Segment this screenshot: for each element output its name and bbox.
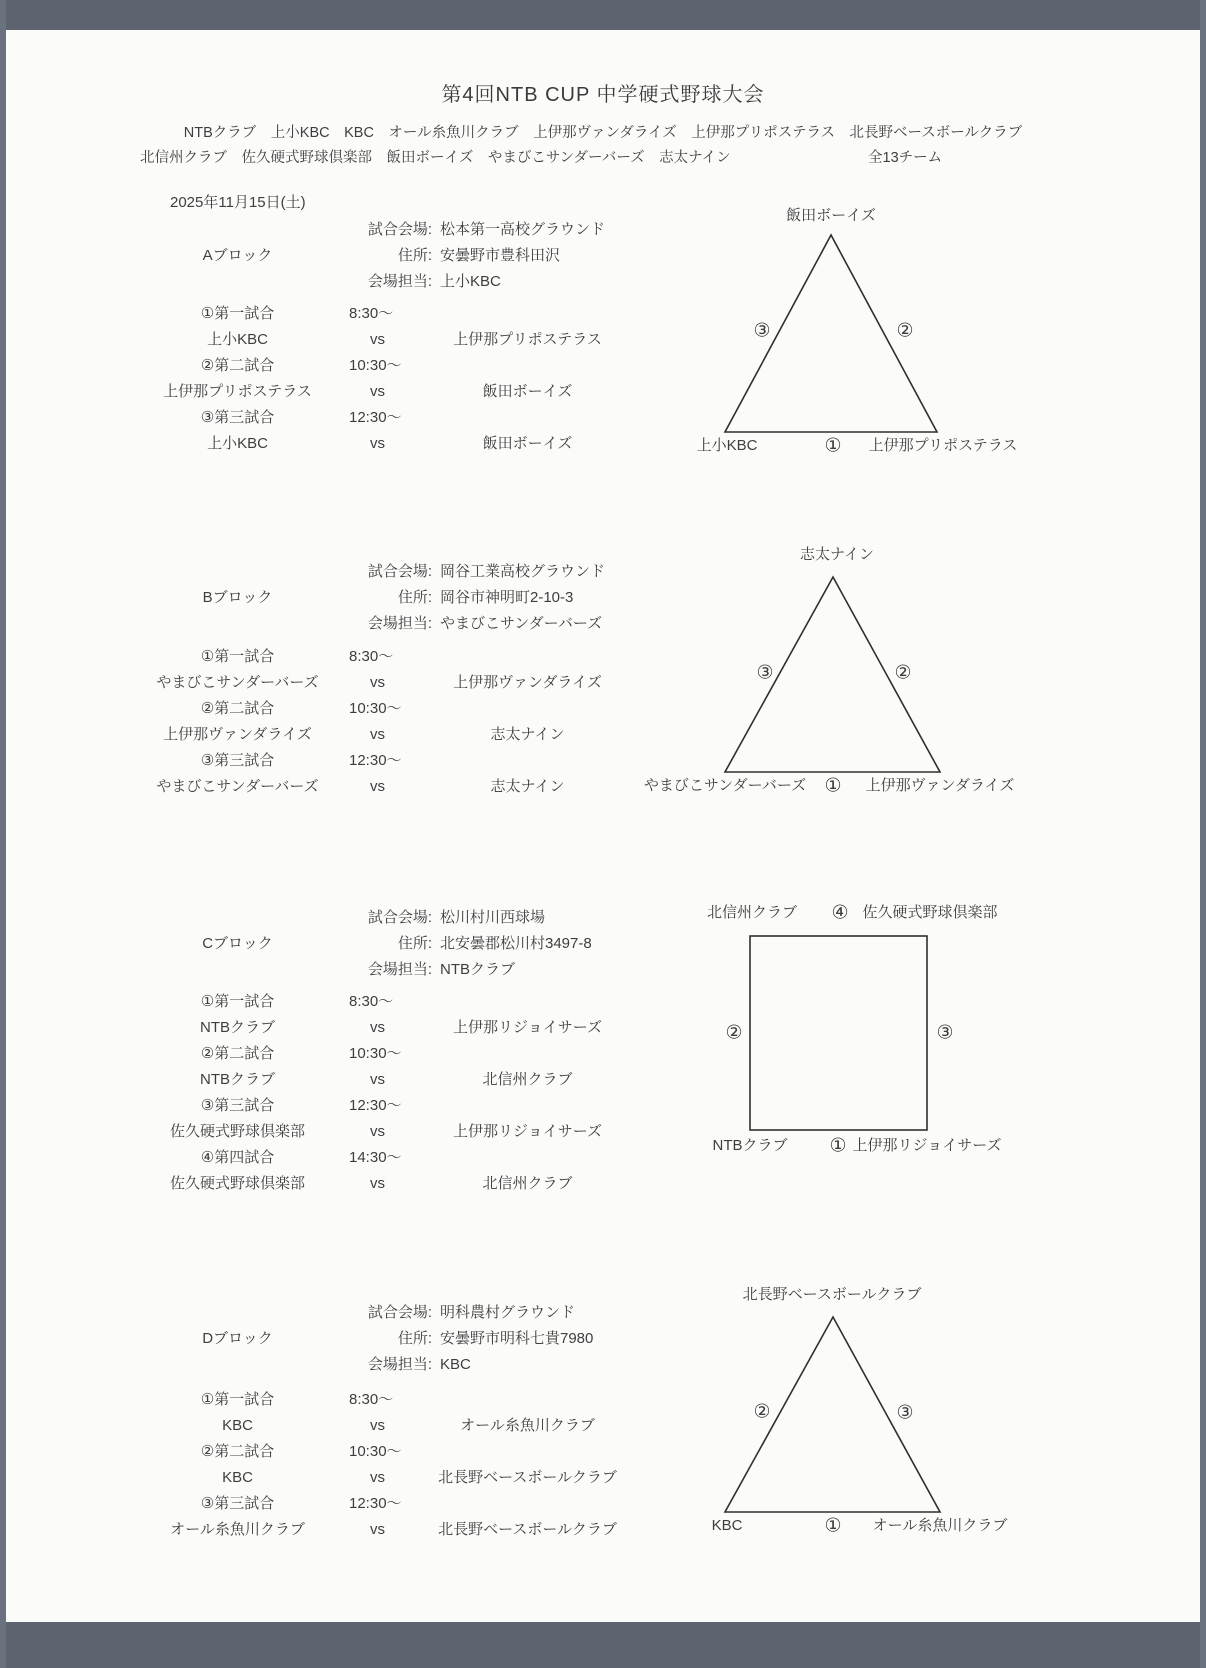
block-a-matches (150, 301, 630, 457)
address-value: 安曇野市豊科田沢 (440, 247, 561, 264)
diagram-right-edge-number: ③ (896, 1402, 914, 1424)
diagram-bottom-number: ① (824, 775, 842, 797)
team1-name: オール糸魚川クラブ (170, 1521, 305, 1538)
manager-value: 上小KBC (440, 273, 501, 290)
manager-label: 会場担当: (367, 1356, 432, 1373)
triangle-shape (600, 1285, 1030, 1555)
diagram-right-edge-number: ② (894, 662, 912, 684)
team2-name: 北長野ベースボールクラブ (438, 1469, 617, 1486)
team2-name: 飯田ボーイズ (482, 435, 573, 452)
venue-value: 松本第一高校グラウンド (440, 221, 606, 238)
diagram-bottom-number: ① (824, 1515, 842, 1537)
triangle-shape (600, 195, 1030, 465)
block-a-name: Aブロック (202, 247, 273, 264)
block-c-round-robin-diagram (640, 900, 1070, 1165)
vs-label: vs (370, 331, 385, 348)
team2-name: 志太ナイン (490, 726, 565, 743)
vs-label: vs (370, 1175, 385, 1192)
diagram-left-edge-number: ③ (753, 320, 771, 342)
team2-name: 北信州クラブ (482, 1071, 573, 1088)
venue-label: 試合会場: (367, 1304, 432, 1321)
diagram-top-number: ④ (831, 902, 849, 924)
match-time: 12:30～ (349, 752, 402, 769)
manager-label: 会場担当: (367, 615, 432, 632)
team2-name: 志太ナイン (490, 778, 565, 795)
manager-value: やまびこサンダーバーズ (440, 615, 603, 632)
match-label: ③第三試合 (200, 1097, 275, 1114)
address-label: 住所: (397, 1330, 432, 1347)
team2-name: 北長野ベースボールクラブ (438, 1521, 617, 1538)
team1-name: 上伊那ヴァンダライズ (163, 726, 312, 743)
address-label: 住所: (397, 247, 432, 264)
manager-label: 会場担当: (367, 961, 432, 978)
match-time: 10:30～ (349, 1443, 402, 1460)
diagram-right-edge-number: ② (896, 320, 914, 342)
match-time: 14:30～ (349, 1149, 402, 1166)
vs-label: vs (370, 1123, 385, 1140)
photo-border-bottom (0, 1622, 1206, 1668)
venue-label: 試合会場: (367, 221, 432, 238)
match-label: ②第二試合 (200, 1443, 275, 1460)
match-label: ②第二試合 (200, 700, 275, 717)
team1-name: NTBクラブ (199, 1071, 275, 1088)
diagram-top-team: 飯田ボーイズ (786, 207, 876, 224)
match-time: 8:30～ (349, 993, 394, 1010)
match-time: 12:30～ (349, 1495, 402, 1512)
match-label: ②第二試合 (200, 357, 275, 374)
team2-name: 上伊那ヴァンダライズ (453, 674, 602, 691)
match-label: ①第一試合 (200, 993, 275, 1010)
diagram-top-right-team: 佐久硬式野球倶楽部 (862, 904, 998, 921)
team2-name: 上伊那プリポステラス (453, 331, 602, 348)
diagram-left-edge-number: ② (725, 1022, 743, 1044)
match-label: ④第四試合 (200, 1149, 275, 1166)
vs-label: vs (370, 778, 385, 795)
team2-name: 飯田ボーイズ (482, 383, 573, 400)
match-label: ①第一試合 (200, 648, 275, 665)
manager-value: KBC (440, 1356, 471, 1373)
teams-line-2: 北信州クラブ 佐久硬式野球倶楽部 飯田ボーイズ やまびこサンダーバーズ 志太ナイン (140, 150, 731, 166)
diagram-left-edge-number: ② (753, 1401, 771, 1423)
diagram-bottom-right-team: 上伊那ヴァンダライズ (865, 777, 1015, 794)
match-time: 10:30～ (349, 357, 402, 374)
block-a-round-robin-diagram (600, 195, 1030, 465)
team1-name: 上小KBC (207, 331, 268, 348)
venue-value: 岡谷工業高校グラウンド (440, 563, 606, 580)
vs-label: vs (370, 383, 385, 400)
total-teams: 全13チーム (868, 150, 943, 166)
venue-value: 松川村川西球場 (440, 909, 546, 926)
team1-name: やまびこサンダーバーズ (156, 778, 319, 795)
diagram-bottom-left-team: NTBクラブ (712, 1137, 788, 1154)
match-time: 10:30～ (349, 700, 402, 717)
tournament-date: 2025年11月15日(土) (170, 194, 306, 211)
venue-label: 試合会場: (367, 563, 432, 580)
team2-name: 上伊那リジョイサーズ (453, 1123, 602, 1140)
diagram-top-team: 北長野ベースボールクラブ (742, 1286, 922, 1303)
team1-name: KBC (222, 1417, 253, 1434)
match-time: 12:30～ (349, 409, 402, 426)
diagram-top-left-team: 北信州クラブ (706, 904, 798, 921)
diagram-bottom-left-team: 上小KBC (696, 437, 758, 454)
vs-label: vs (370, 435, 385, 452)
venue-label: 試合会場: (367, 909, 432, 926)
diagram-right-edge-number: ③ (936, 1022, 954, 1044)
block-d-round-robin-diagram (600, 1285, 1030, 1555)
match-time: 12:30～ (349, 1097, 402, 1114)
diagram-bottom-right-team: 上伊那リジョイサーズ (852, 1137, 1002, 1154)
address-value: 安曇野市明科七貴7980 (440, 1330, 594, 1347)
teams-line-1: NTBクラブ 上小KBC KBC オール糸魚川クラブ 上伊那ヴァンダライズ 上伊那プリポステラス 北長野ベースボールクラブ (183, 125, 1023, 141)
diagram-bottom-left-team: KBC (711, 1517, 743, 1534)
vs-label: vs (370, 674, 385, 691)
diagram-bottom-left-team: やまびこサンダーバーズ (643, 777, 807, 794)
diagram-bottom-number: ① (829, 1135, 847, 1157)
photo-border-left (0, 0, 6, 1668)
diagram-bottom-number: ① (824, 435, 842, 457)
team1-name: やまびこサンダーバーズ (156, 674, 319, 691)
team1-name: 佐久硬式野球倶楽部 (169, 1123, 305, 1140)
vs-label: vs (370, 726, 385, 743)
block-c-matches (150, 989, 630, 1197)
block-b-matches (150, 644, 630, 800)
match-time: 8:30～ (349, 648, 394, 665)
team1-name: KBC (222, 1469, 253, 1486)
team1-name: 上伊那プリポステラス (163, 383, 312, 400)
diagram-top-team: 志太ナイン (800, 546, 874, 563)
team2-name: 上伊那リジョイサーズ (453, 1019, 602, 1036)
manager-label: 会場担当: (367, 273, 432, 290)
match-label: ③第三試合 (200, 752, 275, 769)
match-label: ①第一試合 (200, 1391, 275, 1408)
team1-name: 上小KBC (207, 435, 268, 452)
vs-label: vs (370, 1469, 385, 1486)
team2-name: オール糸魚川クラブ (460, 1417, 595, 1434)
diagram-bottom-right-team: オール糸魚川クラブ (872, 1517, 1008, 1534)
vs-label: vs (370, 1417, 385, 1434)
diagram-left-edge-number: ③ (756, 662, 774, 684)
match-time: 8:30～ (349, 1391, 394, 1408)
vs-label: vs (370, 1521, 385, 1538)
diagram-bottom-right-team: 上伊那プリポステラス (868, 437, 1018, 454)
team2-name: 北信州クラブ (482, 1175, 573, 1192)
address-label: 住所: (397, 589, 432, 606)
triangle-shape (600, 545, 1030, 815)
manager-value: NTBクラブ (440, 961, 516, 978)
photo-border-top (0, 0, 1206, 30)
block-c-name: Cブロック (202, 935, 273, 952)
square-shape (640, 900, 1070, 1165)
block-d-matches (150, 1387, 630, 1543)
vs-label: vs (370, 1019, 385, 1036)
match-label: ③第三試合 (200, 409, 275, 426)
block-d-name: Dブロック (202, 1330, 273, 1347)
match-label: ②第二試合 (200, 1045, 275, 1062)
address-value: 岡谷市神明町2-10-3 (440, 589, 574, 606)
block-b-round-robin-diagram (600, 545, 1030, 815)
photo-border-right (1200, 0, 1206, 1668)
block-b-name: Bブロック (202, 589, 273, 606)
vs-label: vs (370, 1071, 385, 1088)
match-time: 10:30～ (349, 1045, 402, 1062)
page-title: 第4回NTB CUP 中学硬式野球大会 (441, 84, 765, 106)
team1-name: 佐久硬式野球倶楽部 (169, 1175, 305, 1192)
address-value: 北安曇郡松川村3497-8 (440, 935, 592, 952)
match-label: ③第三試合 (200, 1495, 275, 1512)
venue-value: 明科農村グラウンド (440, 1304, 576, 1321)
team1-name: NTBクラブ (199, 1019, 275, 1036)
match-label: ①第一試合 (200, 305, 275, 322)
match-time: 8:30～ (349, 305, 394, 322)
address-label: 住所: (397, 935, 432, 952)
